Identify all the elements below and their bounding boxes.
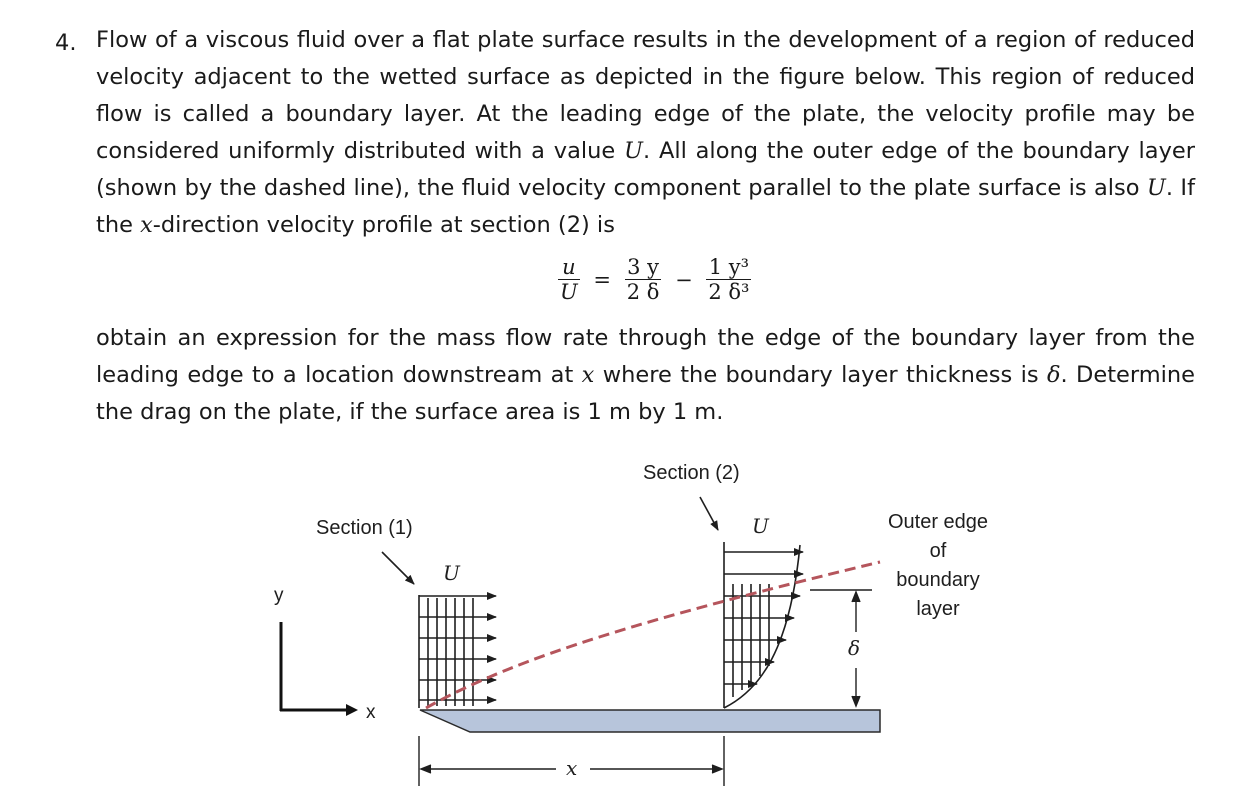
question-number: 4. xyxy=(55,30,77,56)
section2-velocity-label: U xyxy=(752,514,769,538)
text-segment: -direction velocity profile at section (2) is xyxy=(152,212,615,238)
math-variable: x xyxy=(581,362,595,388)
text-segment: the xyxy=(96,212,141,238)
text-segment: considered uniformly distributed with a value xyxy=(96,138,625,164)
flat-plate xyxy=(420,710,880,732)
text-segment: where the boundary layer thickness is xyxy=(594,362,1047,388)
eq-term2: $\frac{\text{1 y³}}{\text{2 δ³}}$ xyxy=(708,255,750,304)
x-axis-label: x xyxy=(366,702,376,723)
text-segment: leading edge to a location downstream at xyxy=(96,362,582,388)
section2-label: Section (2) xyxy=(643,462,740,484)
axes-indicator xyxy=(280,622,358,716)
eq-lhs: $\frac{u}{U}$ xyxy=(560,255,578,304)
text-segment: flow is called a boundary layer. At the leading edge of the plate, the velocity profile may be xyxy=(96,101,1195,127)
section1-pointer xyxy=(382,552,414,584)
boundary-layer-edge xyxy=(426,562,880,708)
eq-minus: − xyxy=(675,267,693,292)
text-segment: . If xyxy=(1165,175,1195,201)
text-segment: obtain an expression for the mass flow rate through the edge of the boundary layer from the xyxy=(96,325,1195,351)
delta-dimension xyxy=(810,590,872,706)
section1-label: Section (1) xyxy=(316,517,413,539)
y-axis-label: y xyxy=(274,585,284,606)
math-variable: U xyxy=(1146,175,1166,201)
text-segment: the drag on the plate, if the surface area is 1 m by 1 m. xyxy=(96,399,724,425)
section2-pointer xyxy=(700,497,718,530)
text-segment: . All along the outer edge of the boundary layer xyxy=(643,138,1195,164)
text-segment: Flow of a viscous fluid over a flat plate surface results in the development of a region of reduced xyxy=(96,27,1195,53)
math-variable: δ xyxy=(1046,362,1061,388)
math-variable: x xyxy=(140,212,153,238)
section2-boundary-profile xyxy=(724,542,803,708)
text-segment: . Determine xyxy=(1060,362,1195,388)
eq-equals: = xyxy=(593,267,611,292)
x-dimension-label: x xyxy=(566,756,578,780)
eq-term1: $\frac{3 y}{2 \delta}$ xyxy=(626,255,660,304)
outer-edge-label: Outer edge of boundary layer xyxy=(887,511,989,620)
text-segment: (shown by the dashed line), the fluid velocity component parallel to the plate surface is also xyxy=(96,175,1147,201)
math-variable: U xyxy=(624,138,643,164)
text-segment: velocity adjacent to the wetted surface as depicted in the figure below. This region of reduced xyxy=(96,64,1195,90)
delta-label: δ xyxy=(848,636,861,660)
section1-velocity-label: U xyxy=(443,561,460,585)
